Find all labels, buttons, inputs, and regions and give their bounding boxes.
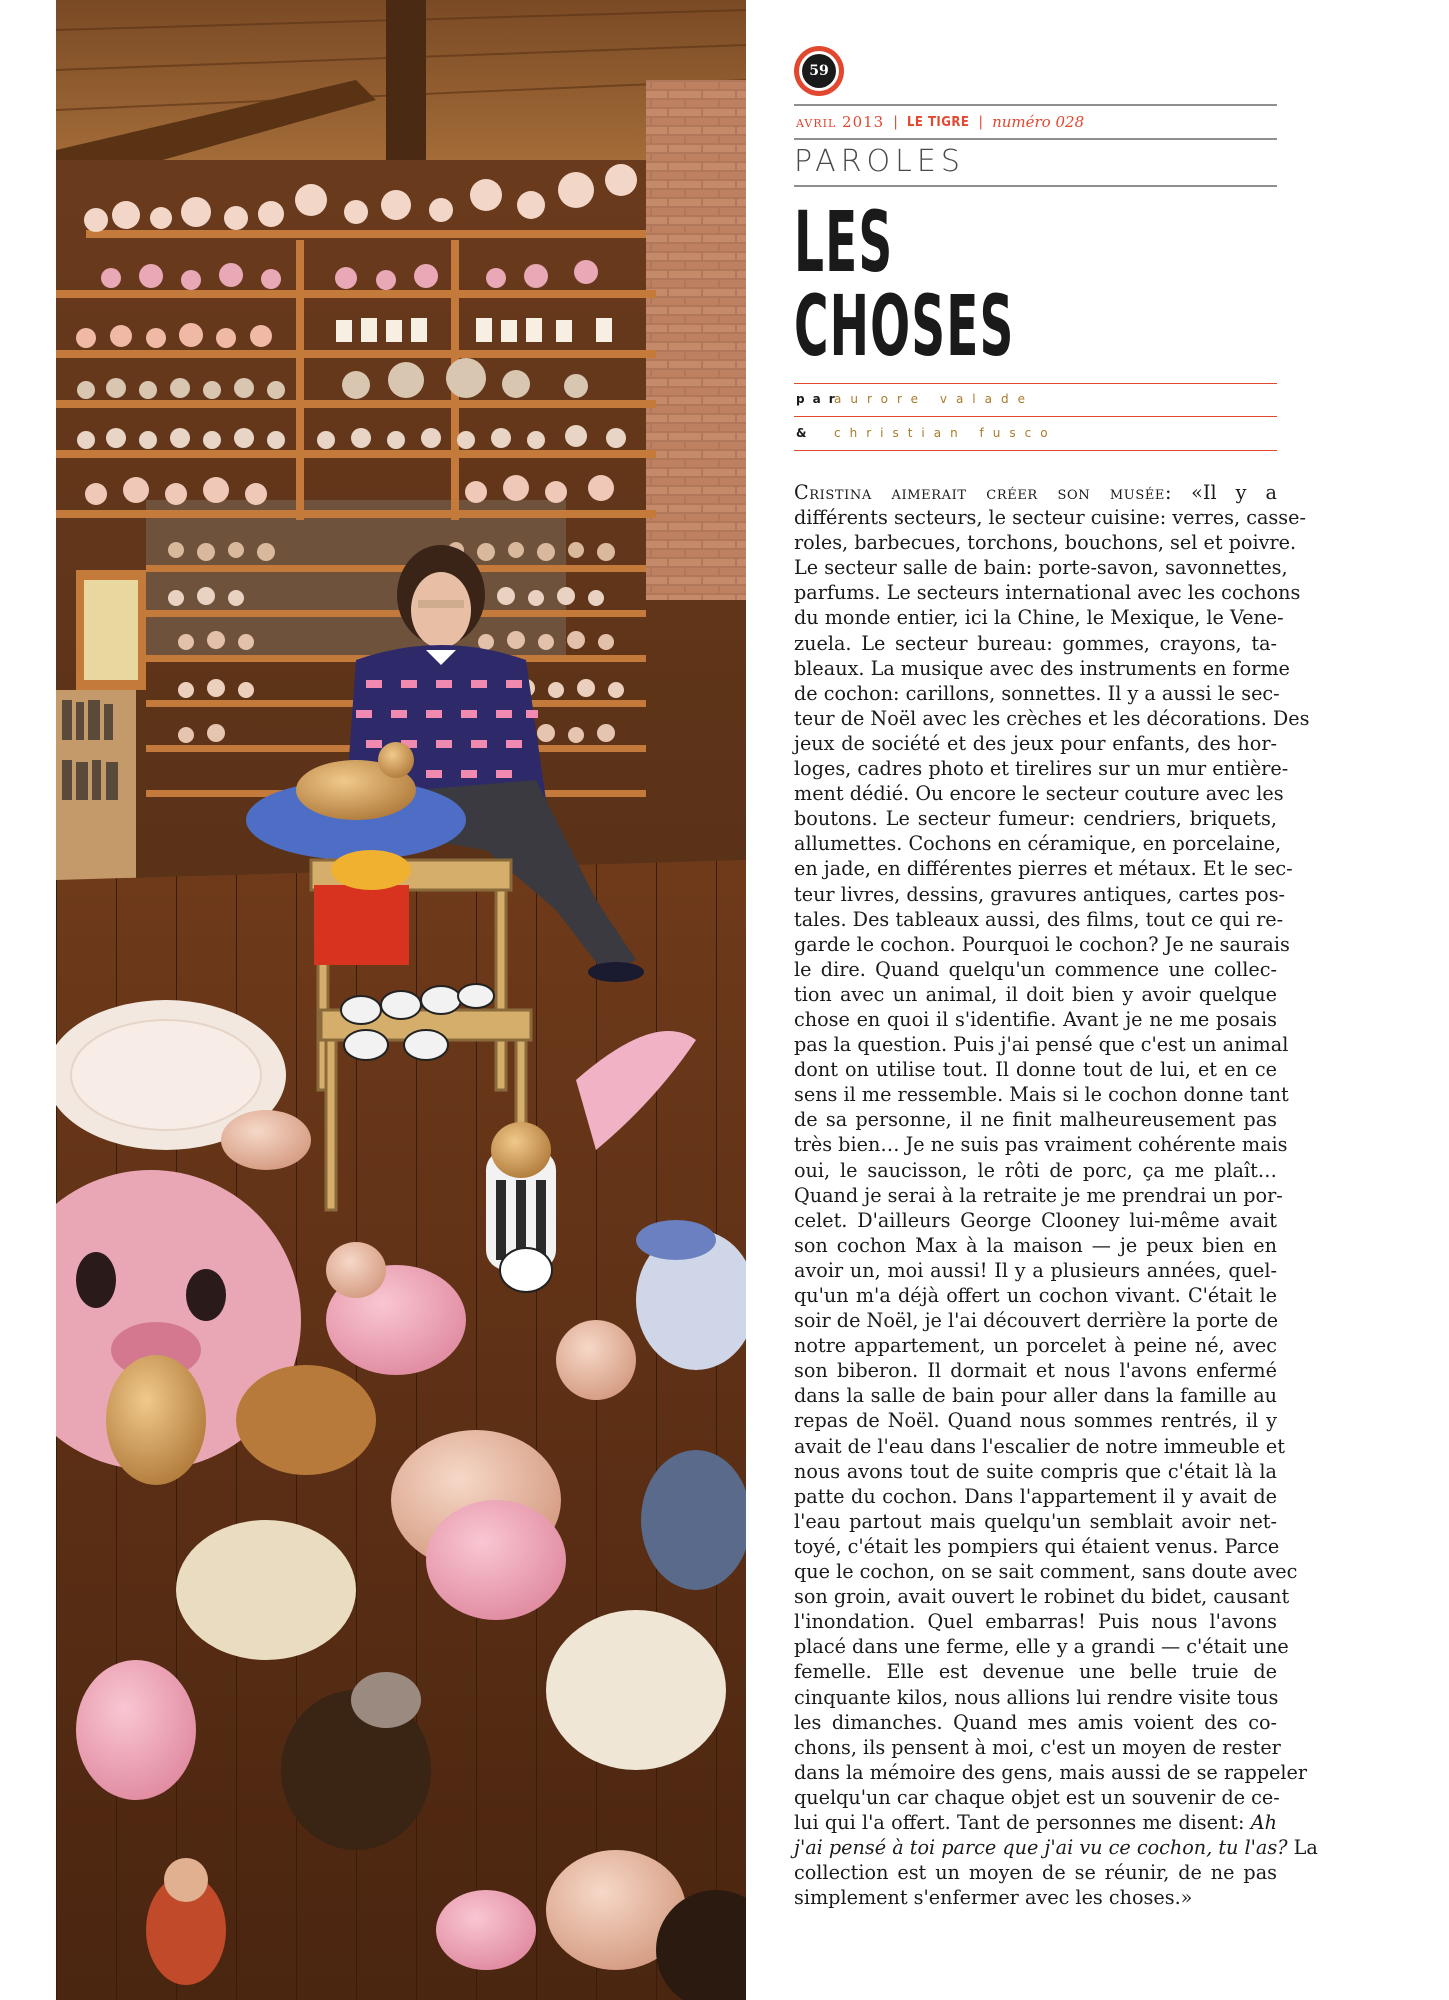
issue-line bbox=[796, 110, 1276, 134]
article-line: Le secteur salle de bain: porte-savon, savonnettes, bbox=[794, 556, 1288, 580]
article-line: l'inondation. Quel embarras! Puis nous l'avons bbox=[794, 1610, 1277, 1634]
article-line: le dire. Quand quelqu'un commence une collec- bbox=[794, 957, 1277, 981]
article-line: son groin, avait ouvert le robinet du bidet, causant bbox=[794, 1585, 1290, 1609]
article-line: quelqu'un car chaque objet est un souvenir de ce- bbox=[794, 1785, 1280, 1809]
article-line: avoir un, moi aussi! Il y a plusieurs années, quel- bbox=[794, 1258, 1277, 1282]
article-line: que le cochon, on se sait comment, sans doute avec bbox=[794, 1560, 1298, 1584]
section-rule bbox=[794, 185, 1277, 187]
photo-illustration bbox=[56, 0, 746, 2000]
article-lead-in: Cristina aimerait créer son musée: bbox=[794, 481, 1173, 504]
article-line: très bien… Je ne suis pas vraiment cohérente mais bbox=[794, 1133, 1288, 1157]
article-line: simplement s'enfermer avec les choses.» bbox=[794, 1886, 1193, 1910]
issue-date: avril 2013 bbox=[796, 113, 885, 131]
article-line: jeux de société et des jeux pour enfants, des hor- bbox=[794, 731, 1277, 755]
article-line: toyé, c'était les pompiers qui étaient venus. Parce bbox=[794, 1534, 1280, 1558]
article-line: femelle. Elle est devenue une belle truie de bbox=[794, 1660, 1277, 1684]
article-line: roles, barbecues, torchons, bouchons, sel et poivre. bbox=[794, 531, 1297, 555]
article-line: tion avec un animal, il doit bien y avoir quelque bbox=[794, 982, 1277, 1006]
article-line: collection est un moyen de se réunir, de ne pas bbox=[794, 1861, 1277, 1885]
article-line: zuela. Le secteur bureau: gommes, crayons, ta- bbox=[794, 631, 1277, 655]
article-line: les dimanches. Quand mes amis voient des co- bbox=[794, 1710, 1277, 1734]
article-line: loges, cadres photo et tirelires sur un mur entière- bbox=[794, 757, 1289, 781]
separator: | bbox=[978, 114, 984, 130]
article-line: nous avons tout de suite compris que c'était là la bbox=[794, 1459, 1277, 1483]
headline-line-2: CHOSES bbox=[794, 277, 1015, 375]
article-headline bbox=[794, 193, 1015, 375]
article-body bbox=[794, 480, 1318, 1910]
article-line: de cochon: carillons, sonnettes. Il y a aussi le sec- bbox=[794, 681, 1280, 705]
headline-line-1: LES bbox=[794, 193, 894, 291]
article-line: allumettes. Cochons en céramique, en porcelaine, bbox=[794, 832, 1282, 856]
article-line: bleaux. La musique avec des instruments en forme bbox=[794, 656, 1290, 680]
article-line: ment dédié. Ou encore le secteur couture avec les bbox=[794, 782, 1284, 806]
magazine-name: LE TIGRE bbox=[906, 114, 970, 130]
credits-rule-top bbox=[794, 383, 1277, 384]
credit-name: christian fusco bbox=[834, 426, 1057, 440]
article-line: Quand je serai à la retraite je me prendrai un por- bbox=[794, 1183, 1283, 1207]
article-line: dont on utilise tout. Il donne tout de lui, et en ce bbox=[794, 1058, 1277, 1082]
credits-rule-bottom bbox=[794, 450, 1277, 451]
article-line: celet. D'ailleurs George Clooney lui-même avait bbox=[794, 1208, 1277, 1232]
article-line: tales. Des tableaux aussi, des films, tout ce qui re- bbox=[794, 907, 1284, 931]
issue-number: numéro 028 bbox=[992, 113, 1085, 131]
section-title: PAROLES bbox=[794, 144, 965, 179]
pig-collection-photo bbox=[56, 0, 746, 2000]
article-line: j'ai pensé à toi parce que j'ai vu ce cochon, tu l'as? La bbox=[794, 1836, 1318, 1860]
article-line: cinquante kilos, nous allions lui rendre visite tous bbox=[794, 1685, 1279, 1709]
article-line: avait de l'eau dans l'escalier de notre immeuble et bbox=[794, 1434, 1285, 1458]
header-rule-middle bbox=[794, 138, 1277, 140]
article-line: son biberon. Il dormait et nous l'avons enfermé bbox=[794, 1359, 1277, 1383]
credit-author bbox=[796, 389, 1034, 409]
article-line: boutons. Le secteur fumeur: cendriers, briquets, bbox=[794, 807, 1277, 831]
article-line: oui, le saucisson, le rôti de porc, ça me plaît… bbox=[794, 1158, 1277, 1182]
article-line: parfums. Le secteurs international avec les cochons bbox=[794, 581, 1301, 605]
quote-italic: j'ai pensé à toi parce que j'ai vu ce cochon, tu l'as? bbox=[794, 1836, 1288, 1860]
article-line: pas la question. Puis j'ai pensé que c'est un animal bbox=[794, 1033, 1289, 1057]
credit-name: aurore valade bbox=[834, 392, 1034, 406]
article-line: patte du cochon. Dans l'appartement il y avait de bbox=[794, 1484, 1277, 1508]
article-line: dans la salle de bain pour aller dans la famille au bbox=[794, 1384, 1277, 1408]
article-line: lui qui l'a offert. Tant de personnes me disent: Ah bbox=[794, 1810, 1277, 1834]
article-line: l'eau partout mais quelqu'un semblait avoir net- bbox=[794, 1509, 1277, 1533]
article-line: teur livres, dessins, gravures antiques, cartes pos- bbox=[794, 882, 1286, 906]
article-line: différents secteurs, le secteur cuisine: verres, casse- bbox=[794, 506, 1306, 530]
article-line: teur de Noël avec les crèches et les décorations. Des bbox=[794, 706, 1310, 730]
article-line: son cochon Max à la maison — je peux bien en bbox=[794, 1233, 1277, 1257]
page-number: 59 bbox=[802, 54, 836, 88]
article-line: de sa personne, il ne finit malheureusement pas bbox=[794, 1108, 1277, 1132]
article-line: repas de Noël. Quand nous sommes rentrés, il y bbox=[794, 1409, 1277, 1433]
header-rule-top bbox=[794, 104, 1277, 106]
article-line: dans la mémoire des gens, mais aussi de se rappeler bbox=[794, 1760, 1308, 1784]
article-line: du monde entier, ici la Chine, le Mexique, le Vene- bbox=[794, 606, 1284, 630]
article-line: chose en quoi il s'identifie. Avant je ne me posais bbox=[794, 1007, 1277, 1031]
article-line: garde le cochon. Pourquoi le cochon? Je ne saurais bbox=[794, 932, 1290, 956]
article-line: en jade, en différentes pierres et métaux. Et le sec- bbox=[794, 857, 1293, 881]
article-line: chons, ils pensent à moi, c'est un moyen de rester bbox=[794, 1735, 1281, 1759]
credits-rule-middle bbox=[794, 416, 1277, 417]
credit-photographer bbox=[796, 423, 1057, 443]
article-line: placé dans une ferme, elle y a grandi — c'était une bbox=[794, 1635, 1289, 1659]
page-number-badge bbox=[794, 46, 844, 96]
article-line: Cristina aimerait créer son musée: «Il y a bbox=[794, 481, 1277, 504]
article-line: soir de Noël, je l'ai découvert derrière la porte de bbox=[794, 1309, 1279, 1333]
article-line: qu'un m'a déjà offert un cochon vivant. C'était le bbox=[794, 1284, 1277, 1307]
credit-lead: & bbox=[796, 426, 815, 440]
separator: | bbox=[893, 114, 898, 130]
quote-italic: Ah bbox=[1250, 1810, 1277, 1834]
article-line: sens il me ressemble. Mais si le cochon donne tant bbox=[794, 1083, 1289, 1107]
article-line: notre appartement, un porcelet à peine né, avec bbox=[794, 1334, 1277, 1358]
credit-lead: par bbox=[796, 392, 843, 406]
